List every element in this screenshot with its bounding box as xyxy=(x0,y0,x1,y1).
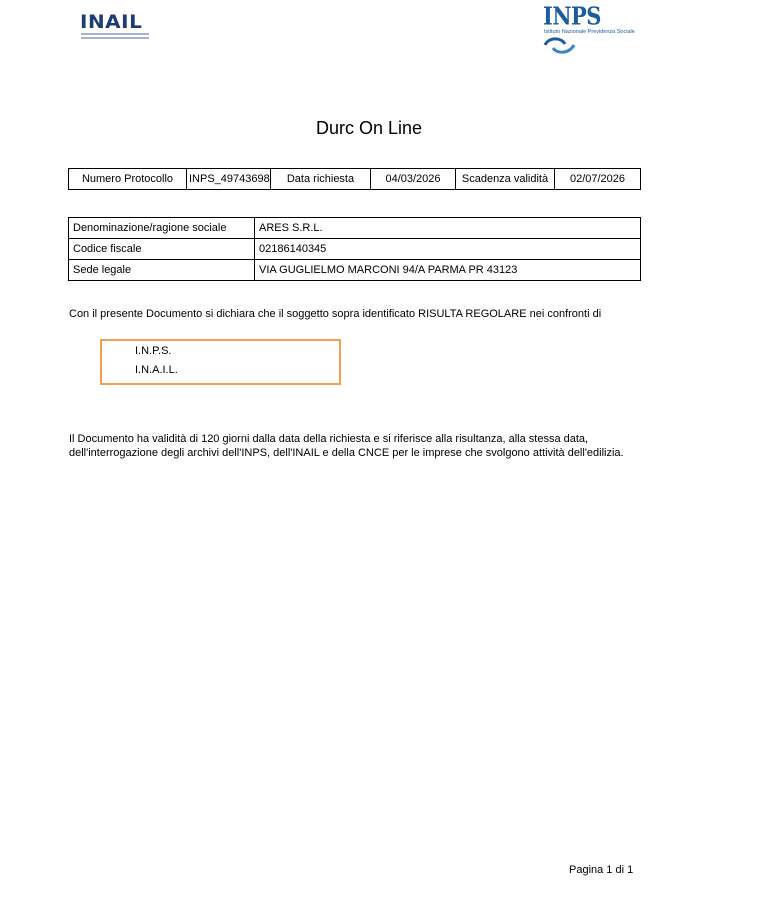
inps-swirl-icon xyxy=(543,36,577,54)
company-field-label: Codice fiscale xyxy=(69,239,255,260)
entity-inail: I.N.A.I.L. xyxy=(135,364,178,376)
company-field-label: Sede legale xyxy=(69,260,255,281)
validity-note xyxy=(69,433,669,460)
company-field-value: ARES S.R.L. xyxy=(255,218,641,239)
numero-protocollo-label: Numero Protocollo xyxy=(69,169,187,190)
inail-logo-subtitle-lines xyxy=(81,33,149,41)
scadenza-validita-label: Scadenza validità xyxy=(456,169,555,190)
protocol-table xyxy=(68,168,641,190)
inail-wordmark: INAIL xyxy=(80,11,143,33)
validity-note-line: dell'interrogazione degli archivi dell'INPS, dell'INAIL e della CNCE per le imprese che svolgono attività dell'edilizia. xyxy=(69,446,624,459)
company-field-label: Denominazione/ragione sociale xyxy=(69,218,255,239)
inps-caption: Istituto Nazionale Previdenza Sociale xyxy=(544,29,635,35)
data-richiesta-value: 04/03/2026 xyxy=(371,169,456,190)
table-row xyxy=(69,239,641,260)
numero-protocollo-value: INPS_49743698 xyxy=(187,169,271,190)
company-field-value: 02186140345 xyxy=(255,239,641,260)
table-row xyxy=(69,260,641,281)
declaration-text: Con il presente Documento si dichiara che il soggetto sopra identificato RISULTA REGOLARE nei confronti di xyxy=(69,308,602,320)
scadenza-validita-value: 02/07/2026 xyxy=(555,169,641,190)
inail-logo xyxy=(80,12,150,42)
table-row xyxy=(69,218,641,239)
company-table xyxy=(68,217,641,281)
document-title: Durc On Line xyxy=(315,118,423,138)
data-richiesta-label: Data richiesta xyxy=(271,169,371,190)
inps-wordmark: INPS xyxy=(543,1,601,31)
validity-note-line: Il Documento ha validità di 120 giorni dalla data della richiesta e si riferisce alla risultanza, alla stessa data, xyxy=(69,433,589,445)
company-field-value: VIA GUGLIELMO MARCONI 94/A PARMA PR 43123 xyxy=(255,260,641,281)
page-number: Pagina 1 di 1 xyxy=(569,864,634,876)
protocol-row xyxy=(69,169,641,190)
entity-inps: I.N.P.S. xyxy=(135,345,172,357)
inps-logo xyxy=(543,1,643,56)
